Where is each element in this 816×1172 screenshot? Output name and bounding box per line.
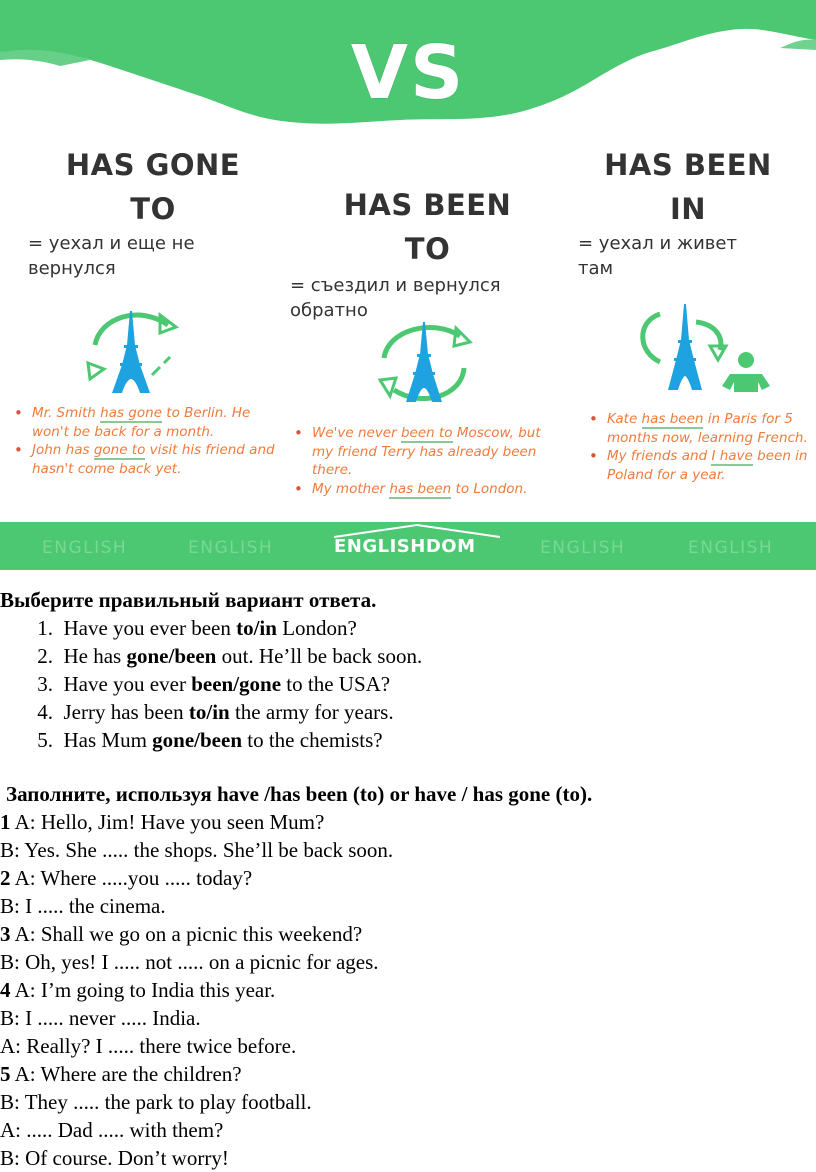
exercise1-item: 3. Have you ever been/gone to the USA?: [37, 672, 391, 696]
example-item: • Mr. Smith has gone to Berlin. He won't be back for a month.: [10, 404, 280, 441]
example-item: • My mother has been to London.: [290, 480, 560, 499]
exercise2-title: Заполните, используя have /has been (to) or have / has gone (to).: [6, 782, 593, 806]
heading-line: HAS GONE: [65, 148, 241, 182]
grammar-infographic: [0, 0, 816, 570]
exercise1-item: 5. Has Mum gone/been to the chemists?: [37, 728, 383, 752]
example-item: • We've never been to Moscow, but my friend Terry has already been there.: [290, 424, 560, 480]
meaning-line: обратно: [290, 300, 368, 321]
column-meaning: [28, 231, 278, 281]
footer-watermark: ENGLISH: [688, 538, 774, 558]
exercise2-dialogs: [0, 808, 816, 1172]
column-meaning: [290, 273, 565, 323]
eiffel-tower-departing-icon: [80, 305, 190, 400]
eiffel-tower-resident-icon: [630, 300, 780, 395]
exercises-section: [0, 586, 816, 1172]
dialog-line: 3 A: Shall we go on a picnic this weekend?: [0, 922, 363, 946]
exercise1-item: 4. Jerry has been to/in the army for years.: [37, 700, 394, 724]
examples-has-gone-to: [10, 404, 280, 478]
dialog-line: 2 A: Where .....you ..... today?: [0, 866, 253, 890]
exercise1-title: Выберите правильный вариант ответа.: [0, 588, 377, 612]
footer-watermark: ENGLISH: [188, 538, 274, 558]
footer-watermark: ENGLISH: [42, 538, 128, 558]
example-item: • Kate has been in Paris for 5 months now, learning French.: [585, 410, 810, 447]
eiffel-tower-round-trip-icon: [372, 318, 477, 408]
footer-band: [0, 522, 816, 570]
column-has-been-in: [578, 143, 798, 281]
column-heading: [290, 183, 565, 271]
column-meaning: [578, 231, 798, 281]
heading-line: HAS BEEN: [604, 148, 772, 182]
heading-line: TO: [404, 232, 451, 266]
dialog-line: B: They ..... the park to play football.: [0, 1090, 312, 1114]
meaning-line: = уехал и еще не: [28, 233, 195, 254]
meaning-line: = уехал и живет: [578, 233, 737, 254]
dialog-line: B: Oh, yes! I ..... not ..... on a picnic for ages.: [0, 950, 379, 974]
example-item: • John has gone to visit his friend and hasn't come back yet.: [10, 441, 280, 478]
dialog-line: A: Really? I ..... there twice before.: [0, 1034, 297, 1058]
dialog-line: B: Yes. She ..... the shops. She’ll be back soon.: [0, 838, 394, 862]
dialog-line: B: I ..... the cinema.: [0, 894, 166, 918]
meaning-line: там: [578, 258, 614, 279]
column-heading: [578, 143, 798, 231]
column-heading: [28, 143, 278, 231]
exercise1-item: 2. He has gone/been out. He’ll be back soon.: [37, 644, 423, 668]
meaning-line: вернулся: [28, 258, 116, 279]
column-has-gone-to: [28, 143, 278, 281]
dialog-line: A: ..... Dad ..... with them?: [0, 1118, 224, 1142]
example-item: • My friends and I have been in Poland for a year.: [585, 447, 810, 484]
exercise1-item: 1. Have you ever been to/in London?: [37, 616, 357, 640]
examples-has-been-to: [290, 424, 560, 498]
heading-line: IN: [669, 192, 707, 226]
footer-watermark: ENGLISH: [540, 538, 626, 558]
heading-line: TO: [130, 192, 176, 226]
dialog-line: B: I ..... never ..... India.: [0, 1006, 201, 1030]
column-has-been-to: [290, 183, 565, 323]
vs-title: VS: [350, 30, 466, 116]
dialog-line: 1 A: Hello, Jim! Have you seen Mum?: [0, 810, 325, 834]
meaning-line: = съездил и вернулся: [290, 275, 501, 296]
heading-line: HAS BEEN: [343, 188, 512, 222]
dialog-line: B: Of course. Don’t worry!: [0, 1146, 229, 1170]
dialog-line: 4 A: I’m going to India this year.: [0, 978, 276, 1002]
dialog-line: 5 A: Where are the children?: [0, 1062, 242, 1086]
examples-has-been-in: [585, 410, 810, 484]
exercise1-list: [0, 614, 816, 754]
brand-logo-text: ENGLISHDOM: [334, 536, 476, 557]
